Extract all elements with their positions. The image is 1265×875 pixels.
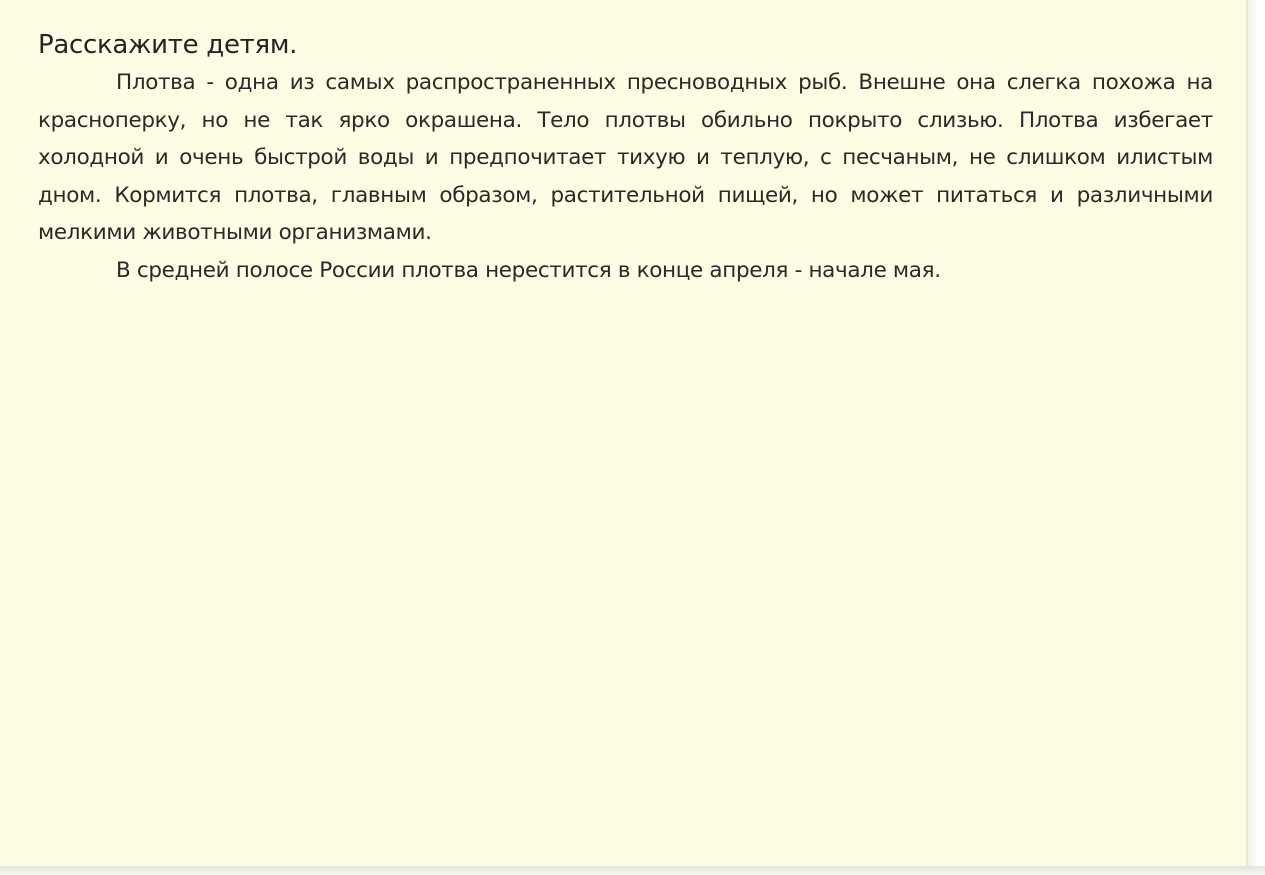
- document-title: Расскажите детям.: [38, 30, 298, 60]
- paragraph-roach-description: Плотва - одна из самых распространенных пресноводных рыб. Внешне она слегка похожа на красноперку, но не так ярко окрашена. Тело плотвы обильно покрыто слизью. Плотва избегает холодной и очень быстрой воды и предпочитает тихую и теплую, с песчаным, не слишком илистым дном. Кормится плотва, главным образом, растительной пищей, но может питаться и различными мелкими животными организмами.: [38, 70, 1213, 245]
- paragraph-spawning: В средней полосе России плотва нерестится в конце апреля - начале мая.: [116, 257, 941, 283]
- scan-edge-right: [1248, 0, 1265, 875]
- document-body: [38, 26, 1213, 289]
- scan-edge-bottom: [0, 866, 1265, 875]
